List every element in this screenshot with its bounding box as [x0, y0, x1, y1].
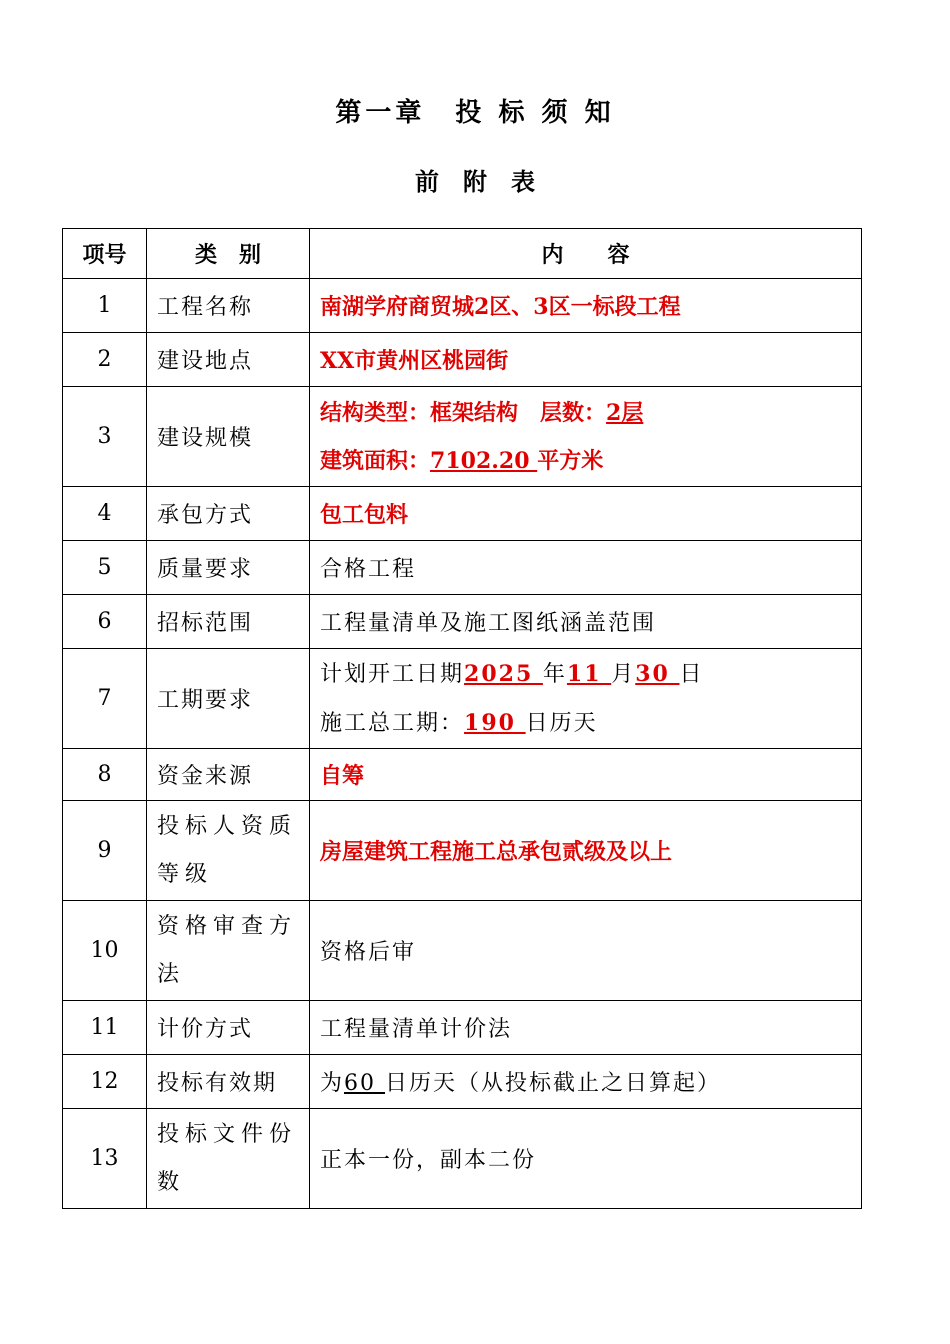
contract-method: 包工包料 [310, 487, 862, 541]
funding-source: 自筹 [310, 749, 862, 801]
row-category: 资格审查方法 [147, 901, 310, 1001]
table-header-row [63, 229, 862, 279]
row-no: 8 [63, 749, 147, 801]
start-year: 2025 [464, 660, 543, 687]
row-no: 10 [63, 901, 147, 1001]
sub-title: 前 附 表 [415, 167, 535, 196]
row-no: 7 [63, 649, 147, 749]
start-month: 11 [566, 660, 612, 687]
quality-requirement: 合格工程 [310, 541, 862, 595]
validity-prefix: 为 [320, 1071, 345, 1096]
construction-scale [310, 387, 862, 487]
row-category: 建设规模 [147, 387, 310, 487]
validity-suffix: 日历天（从投标截止之日算起） [385, 1071, 722, 1096]
row-category: 投标有效期 [147, 1055, 310, 1109]
table-row [63, 749, 862, 801]
header-category: 类 别 [147, 229, 310, 279]
row-no: 4 [63, 487, 147, 541]
header-content: 内 容 [310, 229, 862, 279]
table-row [63, 387, 862, 487]
row-category: 工期要求 [147, 649, 310, 749]
validity-days: 60 [344, 1071, 386, 1096]
bid-validity [310, 1055, 862, 1109]
table-row [63, 801, 862, 901]
pricing-method: 工程量清单计价法 [310, 1001, 862, 1055]
structure-text: 结构类型：框架结构 层数： [320, 399, 607, 426]
row-category: 质量要求 [147, 541, 310, 595]
row-category: 工程名称 [147, 279, 310, 333]
bid-scope: 工程量清单及施工图纸涵盖范围 [310, 595, 862, 649]
table-row [63, 595, 862, 649]
bidder-qualification: 房屋建筑工程施工总承包贰级及以上 [310, 801, 862, 901]
table-row [63, 541, 862, 595]
floors-value: 2层 [606, 399, 644, 426]
start-day: 30 [635, 660, 680, 687]
row-no: 5 [63, 541, 147, 595]
row-no: 13 [63, 1109, 147, 1209]
construction-location: XX市黄州区桃园街 [310, 333, 862, 387]
table-row [63, 901, 862, 1001]
row-no: 9 [63, 801, 147, 901]
row-category: 承包方式 [147, 487, 310, 541]
bid-appendix-table [62, 228, 862, 1209]
duration-label: 施工总工期： [320, 710, 465, 736]
schedule-requirement [310, 649, 862, 749]
month-unit: 月 [611, 661, 636, 687]
duration-line [320, 699, 851, 748]
duration-value: 190 [464, 709, 526, 736]
project-name: 南湖学府商贸城2区、3区一标段工程 [310, 279, 862, 333]
row-category: 计价方式 [147, 1001, 310, 1055]
table-row [63, 649, 862, 749]
row-category: 招标范围 [147, 595, 310, 649]
row-category: 投标文件份数 [147, 1109, 310, 1209]
table-row [63, 487, 862, 541]
structure-line [320, 389, 851, 437]
duration-unit: 日历天 [525, 710, 598, 736]
row-no: 12 [63, 1055, 147, 1109]
table-row [63, 333, 862, 387]
qualification-review-method: 资格后审 [310, 901, 862, 1001]
bid-document-copies: 正本一份，副本二份 [310, 1109, 862, 1209]
start-date-label: 计划开工日期 [320, 661, 465, 687]
table-row [63, 1109, 862, 1209]
table-row [63, 1055, 862, 1109]
table-row [63, 1001, 862, 1055]
row-category: 建设地点 [147, 333, 310, 387]
row-no: 2 [63, 333, 147, 387]
row-category: 投标人资质等级 [147, 801, 310, 901]
row-no: 6 [63, 595, 147, 649]
row-no: 3 [63, 387, 147, 487]
area-line [320, 437, 851, 485]
row-no: 11 [63, 1001, 147, 1055]
row-no: 1 [63, 279, 147, 333]
chapter-title: 第一章 投 标 须 知 [335, 98, 615, 128]
table-row [63, 279, 862, 333]
year-unit: 年 [542, 661, 567, 687]
header-no: 项号 [63, 229, 147, 279]
area-label: 建筑面积： [320, 447, 431, 474]
row-category: 资金来源 [147, 749, 310, 801]
area-unit: 平方米 [537, 447, 604, 474]
day-unit: 日 [679, 661, 704, 687]
start-date-line [320, 650, 851, 699]
area-value: 7102.20 [430, 447, 538, 474]
